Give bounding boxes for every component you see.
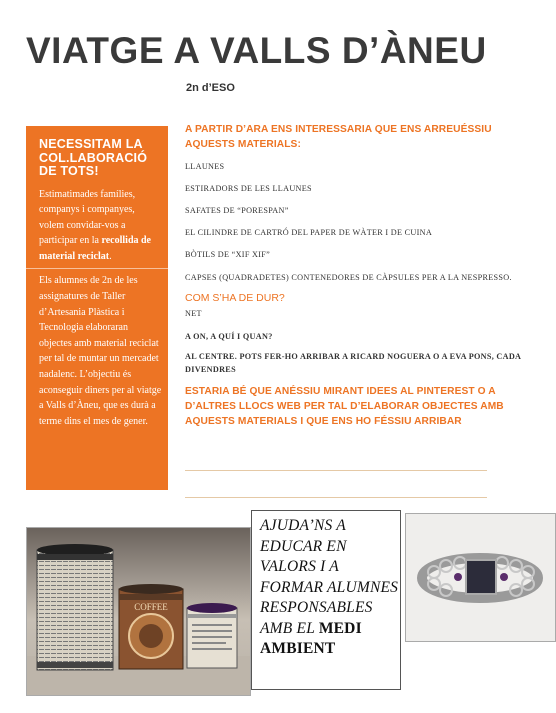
cans-illustration: [27, 528, 250, 695]
where-heading: A ON, A QUÍ I QUAN?: [185, 332, 273, 341]
invitation-highlight: recollida de material reciclat: [39, 235, 151, 262]
material-item: LLAUNES: [185, 162, 225, 171]
how-answer: NET: [185, 309, 202, 318]
material-item: BÒTILS DE “XIF XIF”: [185, 250, 271, 259]
page-subtitle: 2n d’ESO: [186, 82, 235, 94]
sidebar-paragraph-project: Els alumnes de 2n de les assignatures de Taller d’Artesania Plàstica i Tecnologia elaboraran objectes amb material reciclat per tal de muntar un mercadet nadalenc. L’objectiu és aconseguir diners per al viatge a Valls d’Àneu, que es durà a terme dins el mes de gener.: [26, 268, 168, 433]
main-content: [185, 122, 530, 429]
divider: [185, 497, 487, 498]
material-item: CAPSES (QUADRADETES) CONTENEDORES DE CÀPSULES PER A LA NESPRESSO.: [185, 273, 512, 282]
how-heading: COM S’HA DE DUR?: [185, 292, 285, 304]
materials-intro-heading: A PARTIR D’ARA ENS INTERESSARIA QUE ENS ARREUÉSSIU AQUESTS MATERIALS:: [185, 124, 492, 150]
recycled-cans-photo: [26, 527, 251, 696]
closing-note: ESTARIA BÉ QUE ANÉSSIU MIRANT IDEES AL PINTEREST O A D’ALTRES LLOCS WEB PER TAL D’ELABORAR OBJECTES AMB AQUESTS MATERIALS I QUE ENS HO FÉSSIU ARRIBAR: [185, 386, 504, 427]
invitation-text: Estimatimades famílies, companys i companyes, volem convidar-vos a participar en la: [39, 188, 136, 247]
invitation-end: .: [109, 250, 112, 262]
material-item: SAFATES DE “PORESPAN”: [185, 206, 289, 215]
material-item: ESTIRADORS DE LES LLAUNES: [185, 184, 312, 193]
bracelet-illustration: [406, 514, 555, 641]
page-title: VIATGE A VALLS D’ÀNEU: [26, 30, 487, 71]
sidebar-callout: [26, 126, 168, 490]
materials-list: [185, 161, 530, 284]
material-item: EL CILINDRE DE CARTRÓ DEL PAPER DE WÀTER I DE CUINA: [185, 228, 433, 237]
where-answer: AL CENTRE. POTS FER-HO ARRIBAR A RICARD NOGUERA O A EVA PONS, CADA DIVENDRES: [185, 352, 521, 374]
values-quote-emphasis: MEDI AMBIENT: [260, 619, 362, 657]
recycled-bracelet-photo: [405, 513, 556, 642]
sidebar-paragraph-invitation: [26, 185, 168, 269]
sidebar-heading: NECESSITAM LA COL.LABORACIÓ DE TOTS!: [39, 137, 148, 178]
values-quote: [252, 511, 400, 660]
values-quote-box: [251, 510, 401, 690]
can-label: COFFEE: [134, 602, 168, 612]
values-quote-text: AJUDA’NS A EDUCAR EN VALORS I A FORMAR ALUMNES RESPONSABLES AMB EL: [260, 517, 399, 637]
divider: [185, 470, 487, 471]
